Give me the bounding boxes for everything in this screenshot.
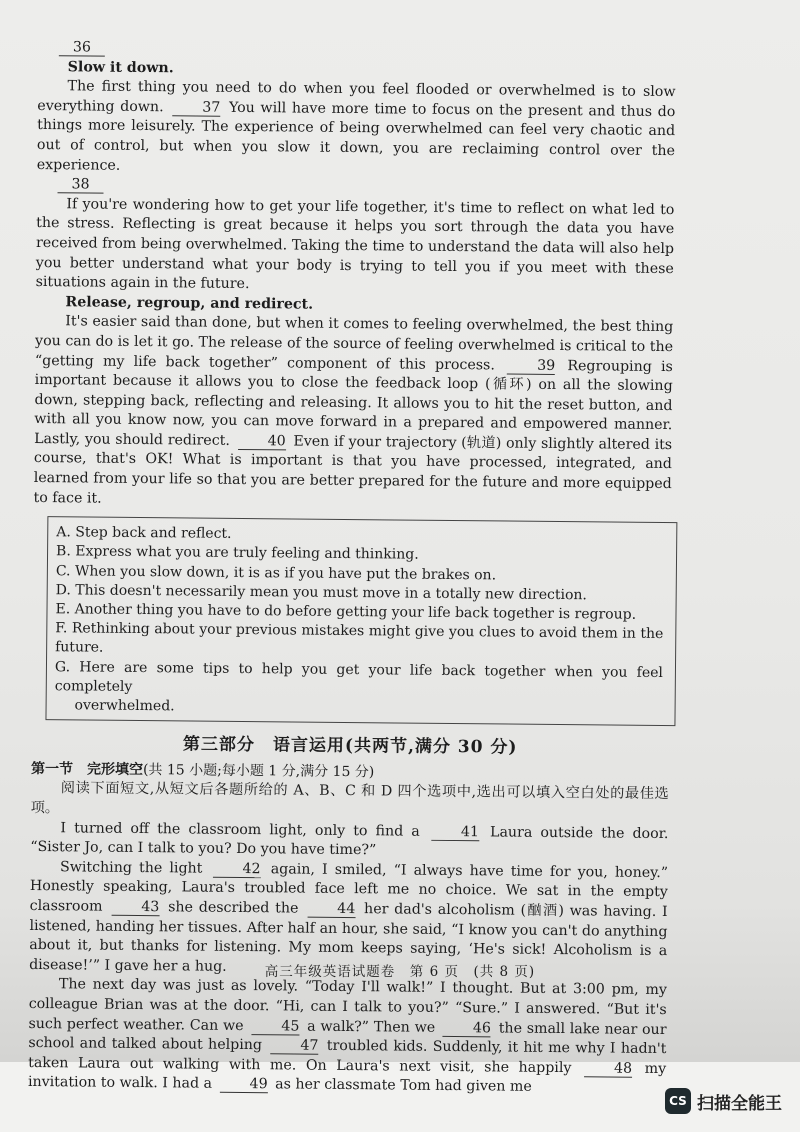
blank-49: 49	[219, 1077, 267, 1093]
blank-37: 37	[172, 100, 220, 116]
page-footer: 高三年级英语试题卷 第 6 页 (共 8 页)	[264, 964, 536, 980]
cloze-paragraph-1: I turned off the classroom light, only to find a 41 Laura outside the door. “Sister Jo, can I talk to you? Do you have time?”	[30, 819, 669, 859]
part-3-title: 第三部分 语言运用(共两节,满分 30 分)	[182, 734, 518, 758]
heading-slow-down: Slow it down.	[67, 58, 174, 76]
blank-44: 44	[307, 902, 355, 918]
blank-38: 38	[58, 177, 104, 193]
blank-45: 45	[251, 1019, 299, 1035]
option-d: D. This doesn't necessarily mean you must move in a totally new direction.	[55, 582, 587, 604]
option-f: F. Rethinking about your previous mistakes might give you clues to avoid them in the future.	[55, 620, 664, 657]
heading-release: Release, regroup, and redirect.	[65, 293, 314, 313]
camscanner-logo-icon: CS	[665, 1088, 691, 1114]
cloze-paragraph-3: The next day was just as lovely. “Today I'll walk!” I thought. But at 3:00 pm, my colleague Brian was at the door. “Hi, can I talk to you?” “Sure.” I answered. “But it's such perfect weather. Can we 45 a walk?” Then we 46 the small lake near our school and talked about helping 47 troubled kids. Suddenly, it hit me why I hadn't taken Laura out walking with me. On Laura's next visit, she happily 48 my invitation to walk. I had a 49 as her classmate Tom had given me	[27, 976, 667, 1096]
options-box	[45, 516, 677, 726]
option-c: C. When you slow down, it is as if you have put the brakes on.	[55, 562, 497, 584]
camscanner-brand-name: 扫描全能王	[697, 1093, 782, 1114]
blank-39: 39	[507, 358, 555, 374]
option-e: E. Another thing you have to do before getting your life back together is regroup.	[55, 601, 637, 623]
option-a: A. Step back and reflect.	[56, 524, 232, 543]
blank-48: 48	[584, 1061, 632, 1077]
section-info: (共 15 小题;每小题 1 分,满分 15 分)	[142, 761, 375, 781]
blank-46: 46	[443, 1021, 491, 1037]
blank-40: 40	[238, 434, 286, 450]
camscanner-watermark	[665, 1088, 782, 1114]
blank-41: 41	[431, 824, 479, 840]
blank-43: 43	[111, 900, 159, 916]
cloze-instructions: 阅读下面短文,从短文后各题所给的 A、B、C 和 D 四个选项中,选出可以填入空白处的最佳选项。	[30, 780, 669, 817]
blank-47: 47	[270, 1038, 318, 1054]
blank-36: 36	[59, 40, 105, 56]
paragraph-3: It's easier said than done, but when it comes to feeling overwhelmed, the best thing you can do is let it go. The release of the source of feeling overwhelmed is critical to the “getting my life back together” component of this process. 39 Regrouping is important because it allows you to close the feedback loop (循环) on all the slowing down, stepping back, reflecting and releasing. It allows you to hit the reset button, and with all you know now, you can move forward in a prepared and empowered manner. Lastly, you should redirect. 40 Even if your trajectory (轨道) only slightly altered its course, that's OK! What is important is that you have processed, integrated, and learned from your life so that you are better prepared for the future and more equipped to face it.	[33, 313, 674, 507]
page-content	[28, 38, 676, 1099]
paragraph-2: If you're wondering how to get your life together, it's time to reflect on what led to the stress. Reflecting is great because it helps you sort through the data you have received from being overwhelmed. Taking the time to understand the data will also help you better understand what your body is trying to tell you if you meet with these situations again in the future.	[35, 196, 675, 293]
option-b: B. Express what you are truly feeling and thinking.	[55, 543, 419, 564]
blank-42: 42	[212, 862, 260, 878]
option-g-continued: overwhelmed.	[74, 697, 175, 715]
cloze-paragraph-2: Switching the light 42 again, I smiled, “I always have time for you, honey.” Honestly speaking, Laura's troubled face left me no choice. We sat in the empty classroom 43 she described the 44 her dad's alcoholism (酗酒) was having. I listened, handing her tissues. After half an hour, she said, “I know you can't do anything about it, but thanks for listening. My mom keeps saying, ‘He's sick! Alcoholism is a disease!’” I gave her a hug.	[29, 859, 669, 975]
section-label: 第一节 完形填空	[30, 760, 144, 778]
paragraph-1: The first thing you need to do when you feel flooded or overwhelmed is to slow everything down. 37 You will have more time to focus on the present and thus do things more leisurely. The experience of being overwhelmed can feel very chaotic and out of control, but when you slow it down, you are reclaiming control over the experience.	[36, 78, 676, 174]
option-g: G. Here are some tips to help you get your life back together when you feel completely	[54, 658, 664, 695]
